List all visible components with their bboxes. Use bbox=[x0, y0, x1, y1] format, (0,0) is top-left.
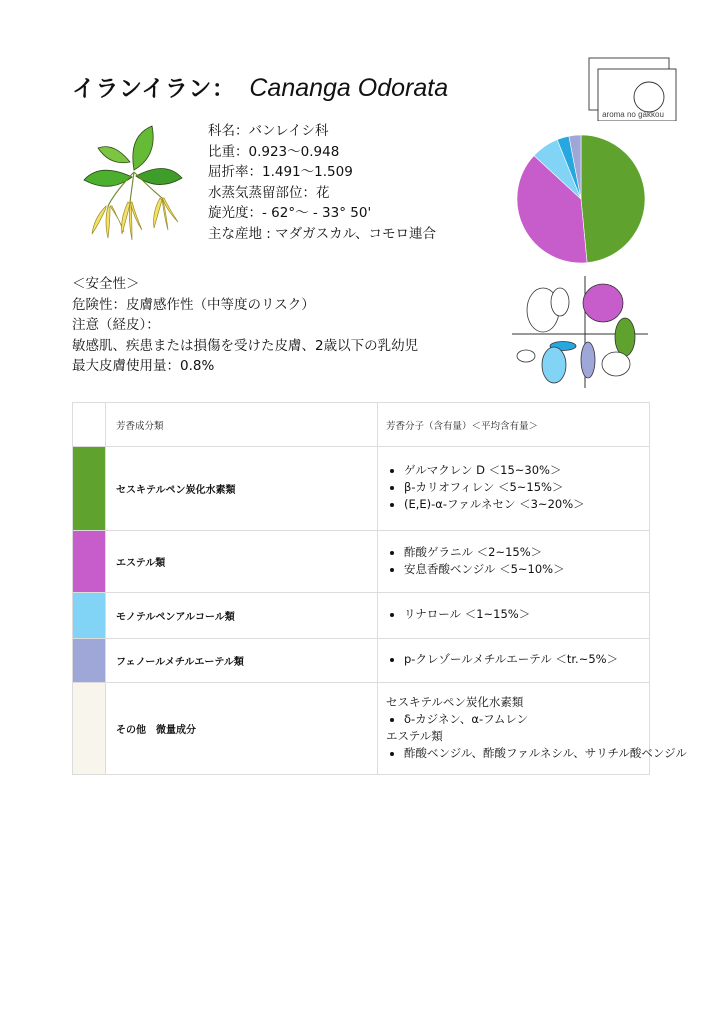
component-quadrant-diagram bbox=[512, 276, 648, 388]
category-cell: モノテルペンアルコール類 bbox=[106, 593, 378, 639]
category-cell: エステル類 bbox=[106, 531, 378, 593]
property-list bbox=[208, 121, 436, 245]
category-cell: その他 微量成分 bbox=[106, 683, 378, 775]
molecule-cell bbox=[378, 531, 650, 593]
swatch-ester bbox=[73, 531, 106, 593]
composition-pie-chart bbox=[516, 134, 646, 264]
table-header-row bbox=[73, 403, 650, 447]
molecule-cell bbox=[378, 593, 650, 639]
safety-caution-detail: 敏感肌、疾患または損傷を受けた皮膚、2歳以下の乳幼児 bbox=[72, 337, 419, 354]
molecule-item: • 安息香酸ベンジル ＜5~10%＞ bbox=[404, 561, 641, 578]
property-origin: 主な産地 : マダガスカル、コモロ連合 bbox=[208, 225, 437, 242]
molecule-item: • 酢酸ベンジル、酢酸ファルネシル、サリチル酸ベンジル bbox=[404, 745, 641, 762]
molecule-cell bbox=[378, 683, 687, 775]
category-cell: セスキテルペン炭化水素類 bbox=[106, 447, 378, 531]
safety-caution: 注意（経皮）： bbox=[72, 317, 160, 333]
header-molecules: 芳香分子（含有量）＜平均含有量＞ bbox=[378, 403, 650, 447]
swatch-sesquiterpene bbox=[73, 447, 106, 531]
property-family: 科名：バンレイシ科 bbox=[208, 123, 329, 139]
molecule-item: • (E,E)-α-ファルネセン ＜3~20%＞ bbox=[404, 496, 641, 513]
title-latin: Cananga Odorata bbox=[249, 74, 449, 102]
molecule-item: • リナロール ＜1~15%＞ bbox=[404, 606, 641, 623]
swatch-phenol-ether bbox=[73, 639, 106, 683]
molecule-item: • p-クレゾールメチルエーテル ＜tr.~5%＞ bbox=[404, 651, 641, 668]
table-row bbox=[73, 593, 650, 639]
bubble-monoterpene-alcohol bbox=[542, 347, 566, 383]
molecule-item: • 酢酸ゲラニル ＜2~15%＞ bbox=[404, 544, 641, 561]
title-japanese: イランイラン： bbox=[72, 76, 236, 102]
table-row bbox=[73, 531, 650, 593]
swatch-monoterpene-alcohol bbox=[73, 593, 106, 639]
bubble-ester bbox=[583, 284, 623, 322]
safety-danger: 危険性：皮膚感作性（中等度のリスク） bbox=[72, 296, 315, 313]
swatch-header bbox=[73, 403, 106, 447]
table-row bbox=[73, 683, 650, 775]
logo-text: aroma no gakkou bbox=[602, 110, 664, 119]
header-category: 芳香成分類 bbox=[106, 403, 378, 447]
property-specific-gravity: 比重：0.923〜0.948 bbox=[208, 143, 340, 160]
safety-heading: ＜安全性＞ bbox=[72, 276, 140, 292]
bubble-white-small-top bbox=[551, 288, 569, 316]
page-title bbox=[72, 70, 448, 103]
property-optical-rotation: 旋光度：- 62°〜 - 33° 50' bbox=[208, 205, 372, 222]
molecule-item: • β-カリオフィレン ＜5~15%＞ bbox=[404, 479, 641, 496]
table-row bbox=[73, 447, 650, 531]
ylang-ylang-illustration-icon bbox=[70, 122, 190, 242]
bubble-white-bottom bbox=[602, 352, 630, 376]
bubble-white-small-left bbox=[517, 350, 535, 362]
molecule-item: • δ-カジネン、α-フムレン bbox=[404, 711, 641, 728]
composition-table bbox=[72, 402, 687, 775]
subgroup-title: エステル類 bbox=[386, 728, 443, 743]
safety-max-use: 最大皮膚使用量：0.8% bbox=[72, 358, 215, 374]
swatch-other bbox=[73, 683, 106, 775]
bubble-sesquiterpene bbox=[615, 318, 635, 356]
bubble-phenol-ether bbox=[581, 342, 595, 378]
molecule-cell bbox=[378, 447, 650, 531]
table-row bbox=[73, 639, 650, 683]
property-refractive-index: 屈折率：1.491〜1.509 bbox=[208, 164, 353, 181]
property-distillation-part: 水蒸気蒸留部位：花 bbox=[208, 184, 330, 201]
pie-slice bbox=[581, 135, 645, 263]
safety-section bbox=[72, 274, 418, 377]
category-cell: フェノールメチルエーテル類 bbox=[106, 639, 378, 683]
molecule-cell bbox=[378, 639, 650, 683]
subgroup-title: セスキテルペン炭化水素類 bbox=[386, 694, 524, 709]
molecule-item: • ゲルマクレン D ＜15~30%＞ bbox=[404, 462, 641, 479]
